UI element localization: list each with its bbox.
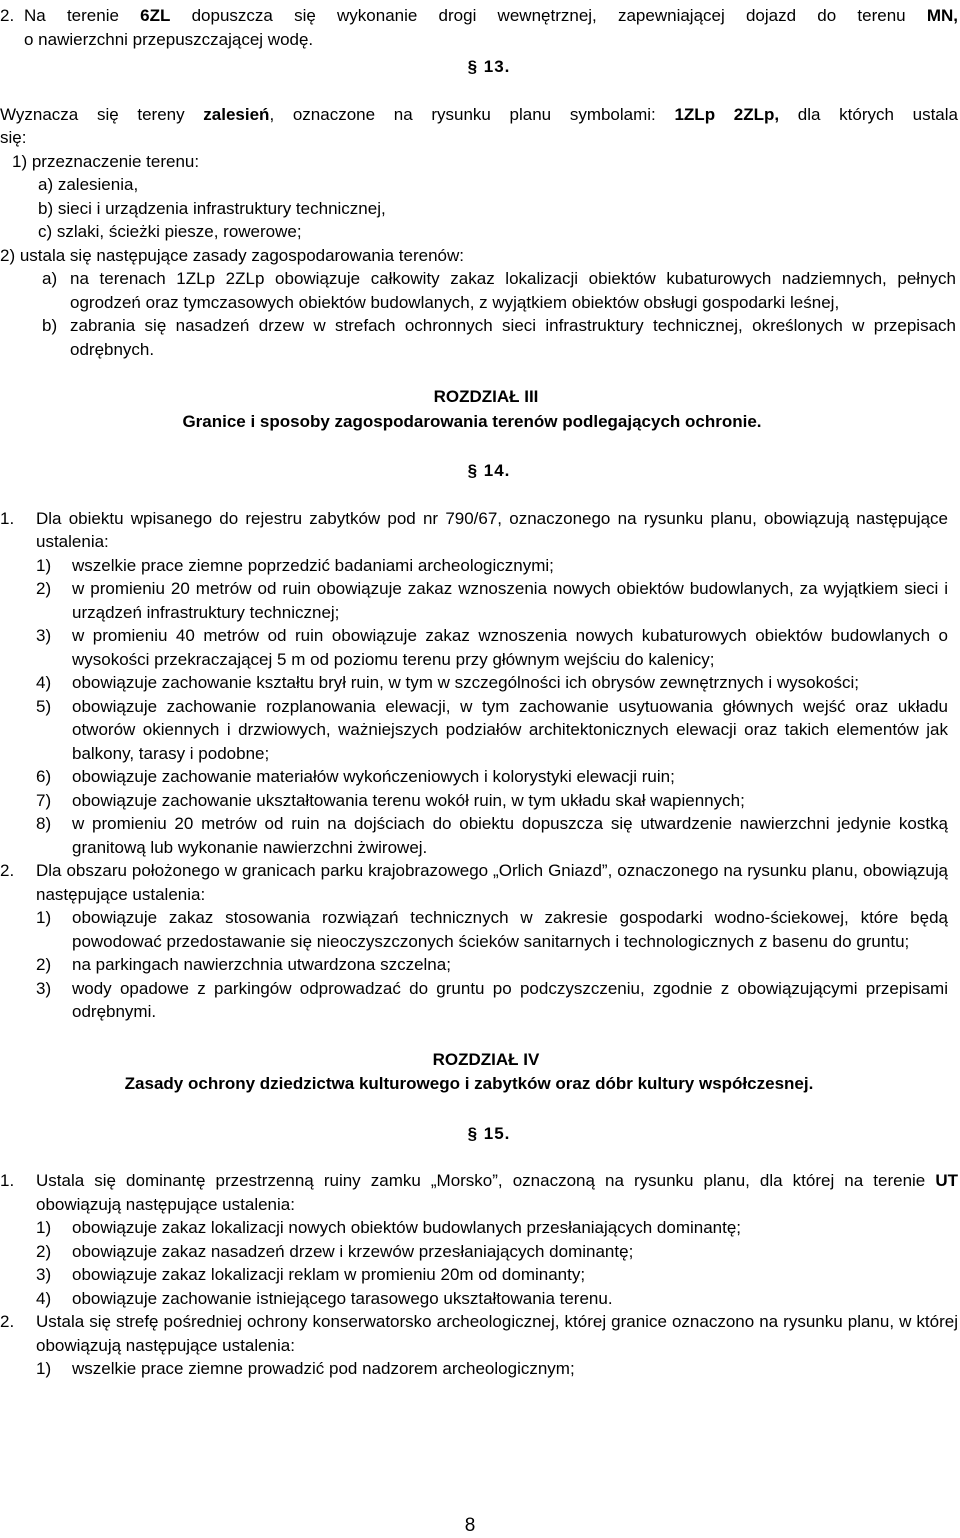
clause-1	[0, 507, 948, 554]
list-item-text: na parkingach nawierzchnia utwardzona szczelna;	[72, 955, 451, 974]
paragraph-heading-13: § 13.	[467, 57, 511, 76]
list-item-number: 2)	[36, 955, 52, 974]
list-item-text: obowiązuje zakaz lokalizacji reklam w promieniu 20m od dominanty;	[72, 1265, 586, 1284]
list-item	[0, 695, 948, 766]
symbol-mn: MN,	[926, 6, 958, 25]
list-item	[0, 624, 948, 671]
list-item-number: 7)	[36, 790, 52, 810]
list-item-text: wszelkie prace ziemne poprzedzić badaniami archeologicznymi;	[72, 555, 554, 575]
list-item-number: 8)	[36, 814, 52, 833]
list-item-number: 3)	[36, 1265, 52, 1284]
clause-2	[0, 859, 948, 906]
clause-1-list	[0, 554, 948, 860]
text-run: Na terenie	[24, 6, 141, 25]
chapter-title: Zasady ochrony dziedzictwa kulturowego i zabytków oraz dóbr kultury współczesnej.	[124, 1074, 814, 1093]
list-item-text: obowiązuje zachowanie rozplanowania elewacji, w tym zachowanie usytuowania głównych wejść oraz układu otworów okiennych i drzwiowych, ważniejszych podziałów architektonicznych elewacji oraz takich elementów jak balkony, tarasy i podobne;	[72, 696, 948, 763]
item-number: 2.	[0, 6, 15, 25]
list-subitem	[0, 267, 958, 314]
list-item-number: 1)	[36, 555, 52, 575]
document-page	[0, 4, 958, 1381]
term-zalesien: zalesień	[203, 104, 270, 124]
list-subitem: c) szlaki, ścieżki piesze, rowerowe;	[38, 222, 302, 241]
list-item	[0, 577, 948, 624]
list-subitem: a) zalesienia,	[38, 175, 139, 194]
subitem-letter: b)	[42, 316, 58, 335]
list-subitem	[0, 314, 958, 361]
list-item-text: wody opadowe z parkingów odprowadzać do gruntu po podczyszczeniu, zgodnie z obowiązującymi przepisami odrębnymi.	[72, 978, 948, 1021]
clause-2-list	[0, 1357, 958, 1381]
list-item	[0, 671, 948, 695]
paragraph-heading-15: § 15.	[467, 1123, 511, 1143]
clause-2	[0, 1310, 958, 1357]
list-item-number: 5)	[36, 696, 52, 716]
list-item-number: 2)	[36, 1241, 52, 1261]
text-run: , oznaczone na rysunku planu symbolami:	[269, 104, 675, 124]
page-number: 8	[464, 1515, 476, 1536]
list-item-text: obowiązuje zachowanie istniejącego tarasowego ukształtowania terenu.	[72, 1288, 613, 1308]
list-item-text: obowiązuje zakaz nasadzeń drzew i krzewów przesłaniających dominantę;	[72, 1241, 634, 1261]
clause-1	[0, 1169, 958, 1216]
text-run: Wyznacza się tereny	[0, 104, 204, 124]
text-run: obowiązują następujące ustalenia:	[36, 1194, 295, 1214]
list-item-text: obowiązuje zachowanie ukształtowania terenu wokół ruin, w tym układu skał wapiennych;	[72, 790, 745, 810]
clause-text: Ustala się strefę pośredniej ochrony konserwatorsko archeologicznej, której granice oznaczono na rysunku planu, w której obowiązują następujące ustalenia:	[36, 1312, 958, 1355]
list-item-text: obowiązuje zakaz stosowania rozwiązań technicznych w zakresie gospodarki wodno-ściekowej, które będą powodować przedostawanie się nieoczyszczonych ścieków sanitarnych i technologicznych z basenu do gruntu;	[72, 908, 948, 951]
list-item	[0, 812, 948, 859]
clause-number: 2.	[0, 1312, 15, 1331]
list-item-number: 1)	[36, 1218, 52, 1237]
list-item: 2) ustala się następujące zasady zagospodarowania terenów:	[0, 245, 465, 265]
list-item: 1) przeznaczenie terenu:	[12, 151, 200, 171]
chapter-title: Granice i sposoby zagospodarowania terenów podlegających ochronie.	[182, 411, 762, 431]
chapter-label: ROZDZIAŁ IV	[432, 1049, 540, 1069]
clause-number: 1.	[0, 508, 15, 528]
list-subitem: b) sieci i urządzenia infrastruktury technicznej,	[38, 198, 386, 218]
list-item	[0, 1287, 958, 1311]
list-item	[0, 977, 948, 1024]
subitem-text: zabrania się nasadzeń drzew w strefach ochronnych sieci infrastruktury technicznej, określonych w przepisach odrębnych.	[70, 316, 956, 359]
paragraph-line: o nawierzchni przepuszczającej wodę.	[24, 29, 314, 49]
subitem-text: na terenach 1ZLp 2ZLp obowiązuje całkowity zakaz lokalizacji obiektów kubaturowych nadziemnych, pełnych ogrodzeń oraz tymczasowych obiektów budowlanych, z wyjątkiem obiektów obsługi gospodarki leśnej,	[70, 269, 956, 312]
list-item	[0, 554, 948, 578]
clause-text	[36, 1169, 958, 1216]
list-item-number: 3)	[36, 626, 52, 645]
list-item-text: obowiązuje zachowanie kształtu brył ruin, w tym w szczególności ich obrysów zewnętrznych i wysokości;	[72, 673, 860, 692]
list-item-text: obowiązuje zachowanie materiałów wykończeniowych i kolorystyki elewacji ruin;	[72, 767, 675, 786]
symbol-ut: UT	[935, 1171, 958, 1190]
list-item-text: w promieniu 20 metrów od ruin na dojściach do obiektu dopuszcza się utwardzenie nawierzchni jedynie kostką granitową lub wykonanie nawierzchni żwirowej.	[72, 814, 948, 857]
list-item-number: 4)	[36, 1288, 52, 1308]
list-item-number: 1)	[36, 908, 52, 927]
list-item-text: obowiązuje zakaz lokalizacji nowych obiektów budowlanych przesłaniających dominantę;	[72, 1218, 742, 1237]
subitem-letter: a)	[42, 269, 58, 288]
list-item-number: 3)	[36, 978, 52, 998]
list-item	[0, 789, 948, 813]
list-item-number: 4)	[36, 673, 52, 692]
list-item	[0, 1357, 958, 1381]
list-item-text: w promieniu 40 metrów od ruin obowiązuje zakaz wznoszenia nowych kubaturowych obiektów budowlanych o wysokości przekraczającej 5 m od poziomu terenu przy głównym wejściu do kalenicy;	[72, 626, 948, 669]
list-item	[0, 1240, 958, 1264]
clause-2-list	[0, 906, 948, 1024]
clause-number: 1.	[0, 1171, 15, 1190]
section-item-2-6zl	[0, 4, 958, 51]
list-item-number: 2)	[36, 579, 52, 598]
list-item	[0, 765, 948, 789]
list-item-number: 6)	[36, 767, 52, 786]
text-run: dopuszcza się wykonanie drogi wewnętrznej, zapewniającej dojazd do terenu	[170, 6, 927, 25]
symbol-zlp: 1ZLp 2ZLp,	[674, 104, 780, 124]
text-run: Ustala się dominantę przestrzenną ruiny zamku „Morsko”, oznaczoną na rysunku planu, dla której na terenie	[36, 1171, 936, 1190]
section-13-intro	[0, 103, 958, 127]
list-item	[0, 1216, 958, 1240]
clause-text: Dla obszaru położonego w granicach parku krajobrazowego „Orlich Gniazd”, oznaczonego na rysunku planu, obowiązują następujące ustalenia:	[36, 861, 948, 904]
paragraph-line	[24, 4, 958, 28]
section-13-intro-end: się:	[0, 128, 27, 147]
clause-number: 2.	[0, 861, 15, 880]
symbol-6zl: 6ZL	[140, 6, 171, 25]
list-item-text: w promieniu 20 metrów od ruin obowiązuje zakaz wznoszenia nowych obiektów budowlanych, za wyjątkiem sieci i urządzeń infrastruktury technicznej;	[72, 579, 948, 622]
text-run: dla których ustala	[779, 104, 958, 124]
clause-1-list	[0, 1216, 958, 1310]
list-item	[0, 906, 948, 953]
list-item-number: 1)	[36, 1359, 52, 1378]
chapter-label: ROZDZIAŁ III	[433, 387, 539, 406]
section-15	[0, 1169, 958, 1381]
list-item	[0, 1263, 958, 1287]
paragraph-heading-14: § 14.	[467, 461, 511, 480]
clause-text: Dla obiektu wpisanego do rejestru zabytków pod nr 790/67, oznaczonego na rysunku planu, obowiązują następujące ustalenia:	[36, 508, 948, 551]
list-item	[0, 953, 948, 977]
section-13	[0, 103, 958, 362]
list-item-text: wszelkie prace ziemne prowadzić pod nadzorem archeologicznym;	[72, 1359, 575, 1378]
section-14	[0, 507, 958, 1024]
